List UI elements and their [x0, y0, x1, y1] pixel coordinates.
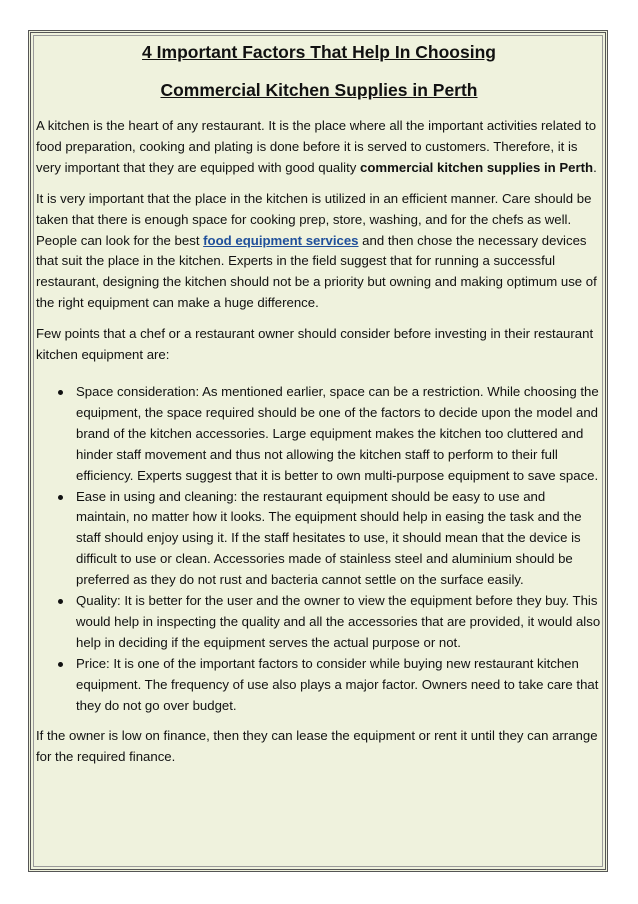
intro-end: . — [593, 159, 597, 175]
list-item-text: Quality: It is better for the user and the owner to view the equipment before they buy. This would help in inspecting the quality and all the accessories that are provided, it would also help in deciding if the equipment serves the actual purpose or not. — [76, 593, 601, 650]
paragraph-space — [36, 189, 602, 314]
title-line-2: Commercial Kitchen Supplies in Perth — [160, 80, 478, 100]
document-content — [36, 38, 602, 768]
bullet-icon — [58, 495, 63, 500]
list-item — [36, 654, 602, 717]
intro-bold-phrase: commercial kitchen supplies in Perth — [360, 159, 594, 175]
list-item — [36, 487, 602, 592]
list-item — [36, 591, 602, 654]
intro-text: A kitchen is the heart of any restaurant. It is the place where all the important activities related to food preparation, cooking and plating is done before it is served to customers. Therefore, it is very important that they are equipped with good quality — [36, 118, 597, 175]
paragraph-intro — [36, 116, 602, 179]
space-text-after: and then chose the necessary devices that suit the place in the kitchen. Experts in the field suggest that for running a successful restaurant, designing the kitchen should not be a priority but owning and making optimum use of the right equipment can make a huge difference. — [36, 232, 597, 311]
title-line-1: 4 Important Factors That Help In Choosing — [142, 42, 496, 62]
list-item — [36, 382, 602, 487]
list-item-text: Ease in using and cleaning: the restaurant equipment should be easy to use and maintain, no matter how it looks. The equipment should help in easing the task and the staff should enjoy using it. If the staff hesitates to use, it should mean that the device is difficult to use or clean. Accessories made of stainless steel and aluminium should be preferred as they do not rust and bacteria cannot settle on the surface easily. — [76, 488, 582, 588]
bullet-icon — [58, 390, 63, 395]
bullet-icon — [58, 599, 63, 604]
list-item-text: Price: It is one of the important factors to consider while buying new restaurant kitchen equipment. The frequency of use also plays a major factor. Owners need to take care that they do not go over budget. — [76, 655, 599, 713]
page-title — [36, 38, 602, 102]
paragraph-finance: If the owner is low on finance, then they can lease the equipment or rent it until they can arrange for the required finance. — [36, 728, 598, 765]
factors-list — [36, 382, 602, 717]
paragraph-points-intro: Few points that a chef or a restaurant owner should consider before investing in their restaurant kitchen equipment are: — [36, 326, 594, 363]
list-item-text: Space consideration: As mentioned earlier, space can be a restriction. While choosing the equipment, the space required should be one of the factors to decide upon the model and brand of the kitchen accessories. Large equipment makes the kitchen too cluttered and hinder staff movement and thus not allowing the kitchen staff to perform to their full efficiency. Experts suggest that it is better to own multi-purpose equipment to save space. — [76, 383, 599, 483]
space-text-before: It is very important that the place in the kitchen is utilized in an efficient manner. Care should be taken that there is enough space for cooking prep, store, washing, and for the chefs as well. People can look for the best — [36, 190, 592, 248]
bullet-icon — [58, 662, 63, 667]
food-equipment-services-link[interactable]: food equipment services — [203, 232, 359, 248]
